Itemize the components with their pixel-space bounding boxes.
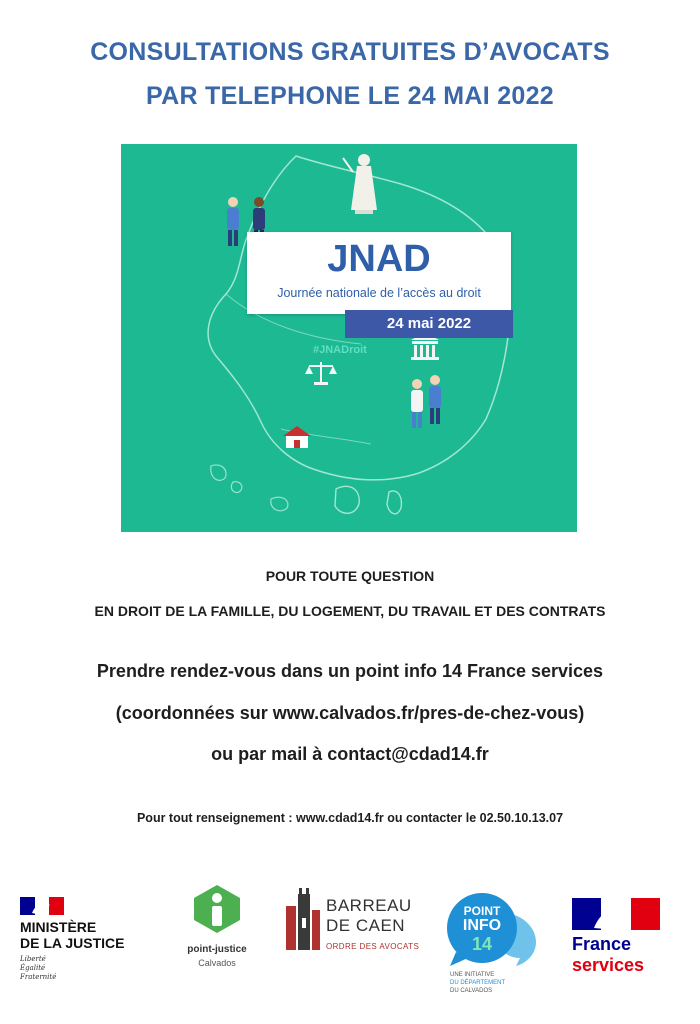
motto-egalite: Égalité	[20, 964, 46, 972]
jnad-title-card	[247, 232, 511, 314]
jnad-title: JNAD	[327, 238, 431, 280]
appointment-line-3: ou par mail à contact@cdad14.fr	[211, 744, 489, 764]
title-line-1: CONSULTATIONS GRATUITES D’AVOCATS	[90, 38, 610, 66]
france-services-line-1: France	[572, 934, 632, 954]
point-info-number: 14	[471, 934, 493, 954]
france-map-illustration	[121, 144, 577, 532]
question-line-2: EN DROIT DE LA FAMILLE, DU LOGEMENT, DU TRAVAIL ET DES CONTRATS	[94, 603, 606, 619]
point-justice-logo	[178, 882, 256, 982]
ministere-justice-logo	[20, 895, 150, 995]
ministere-line-1: MINISTÈRE	[20, 919, 97, 935]
info-line: Pour tout renseignement : www.cdad14.fr ou contacter le 02.50.10.13.07	[136, 811, 564, 825]
appointment-line-2: (coordonnées sur www.calvados.fr/pres-de-chez-vous)	[115, 703, 585, 723]
point-info-line-2: INFO	[462, 917, 502, 934]
point-justice-name: point-justice	[187, 944, 247, 955]
marianne-flag-icon	[572, 898, 660, 930]
barreau-sub: ORDRE DES AVOCATS	[326, 942, 420, 951]
point-justice-place: Calvados	[198, 958, 236, 968]
barreau-line-2: DE CAEN	[326, 916, 406, 935]
point-info-sub-1: UNE INITIATIVE	[450, 972, 495, 978]
france-services-line-2: services	[572, 955, 645, 975]
point-info-line-1: POINT	[463, 904, 501, 918]
question-line-1: POUR TOUTE QUESTION	[265, 568, 435, 584]
france-services-logo	[568, 898, 668, 982]
point-info-sub-3: DU CALVADOS	[450, 988, 493, 994]
barreau-line-1: BARREAU	[326, 896, 412, 915]
point-info-sub-2: DU DÉPARTEMENT	[450, 980, 506, 986]
motto-fraternite: Fraternité	[20, 973, 57, 981]
jnad-date: 24 mai 2022	[345, 310, 513, 338]
barreau-caen-logo	[286, 888, 422, 968]
appointment-line-1: Prendre rendez-vous dans un point info 14 France services	[96, 661, 604, 681]
point-justice-icon	[192, 884, 242, 934]
jnad-hashtag: #JNADroit	[313, 344, 367, 356]
ministere-line-2: DE LA JUSTICE	[20, 935, 125, 951]
jnad-subtitle: Journée nationale de l’accès au droit	[277, 286, 481, 300]
barreau-tower-icon	[286, 888, 320, 950]
jnad-poster	[121, 144, 577, 532]
point-info-14-logo	[446, 892, 540, 1002]
marianne-flag-icon	[20, 897, 64, 915]
title-line-2: PAR TELEPHONE LE 24 MAI 2022	[145, 82, 555, 110]
motto-liberte: Liberté	[20, 955, 46, 963]
